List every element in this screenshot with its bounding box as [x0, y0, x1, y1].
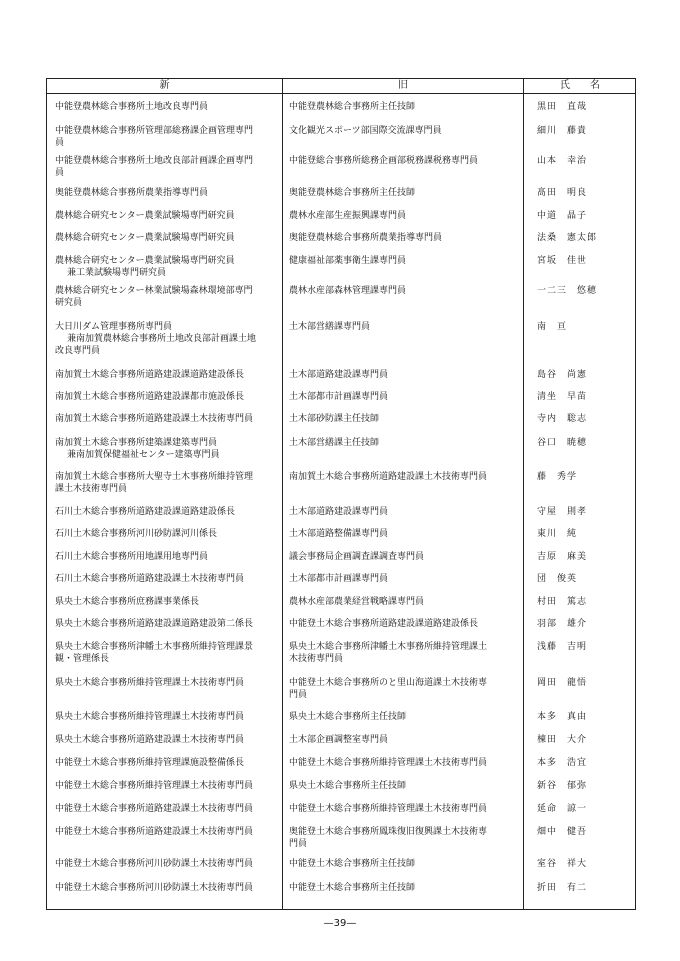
cell-line: 員	[55, 168, 65, 178]
cell-line: 石川土木総合事務所道路建設課道路建設係長	[55, 507, 236, 517]
cell-line: 兼南加賀農林総合事務所土地改良部計画課土地	[67, 334, 257, 344]
new-position	[55, 255, 279, 279]
new-position	[55, 551, 279, 563]
page-number: —39—	[323, 918, 357, 929]
cell-line: 農林水産部森林管理課専門員	[289, 286, 407, 296]
cell-line: 奥能登土木総合事務所鳳珠復旧復興課土木技術専	[289, 827, 488, 837]
cell-line: 中能登土木総合事務所のと里山海道課土木技術専	[289, 678, 488, 688]
cell-line: 中能登農林総合事務所主任技師	[289, 102, 416, 112]
new-position	[55, 437, 279, 461]
person-name: 藤 秀学	[537, 472, 578, 482]
old-position	[289, 711, 521, 723]
cell-line: 中能登土木総合事務所道路建設課土木技術専門員	[55, 827, 254, 837]
cell-line: 県央土木総合事務所道路建設課道路建設第二係長	[55, 619, 254, 629]
cell-line: 健康福祉部薬事衛生課専門員	[289, 256, 407, 266]
cell-line: 土木部都市計画課専門員	[289, 574, 389, 584]
person-name: 羽部 雄介	[537, 619, 588, 629]
cell-line: 奥能登農林総合事務所農業指導専門員	[289, 233, 443, 243]
new-position	[55, 803, 279, 815]
cell-line: 門員	[289, 690, 308, 700]
cell-line: 土木部砂防課主任技師	[289, 414, 380, 424]
cell-line: 議会事務局企画調査課調査専門員	[289, 552, 425, 562]
old-position	[289, 882, 521, 894]
new-position	[55, 369, 279, 381]
cell-line: 中能登農林総合事務所土地改良専門員	[55, 102, 209, 112]
new-position	[55, 285, 279, 309]
new-position	[55, 506, 279, 518]
old-position	[289, 155, 521, 167]
old-position	[289, 677, 521, 701]
cell-line: 中能登土木総合事務所道路建設課土木技術専門員	[55, 804, 254, 814]
person-name: 髙田 明良	[537, 188, 588, 198]
new-position	[55, 155, 279, 179]
cell-line: 県央土木総合事務所維持管理課土木技術専門員	[55, 678, 245, 688]
cell-line: 中能登土木総合事務所維持管理課土木技術専門員	[289, 804, 488, 814]
cell-line: 兼南加賀保健福祉センター建築専門員	[67, 450, 220, 460]
old-position	[289, 187, 521, 199]
new-position	[55, 780, 279, 792]
old-position	[289, 210, 521, 222]
old-position	[289, 391, 521, 403]
cell-line: 農林総合研究センター農業試験場専門研究員	[55, 233, 235, 243]
old-position	[289, 551, 521, 563]
person-name: 本多 浩宜	[537, 758, 588, 768]
person-name: 団 俊英	[537, 574, 578, 584]
cell-line: 中能登土木総合事務所河川砂防課土木技術専門員	[55, 883, 254, 893]
cell-line: 中能登土木総合事務所主任技師	[289, 859, 416, 869]
new-position	[55, 528, 279, 540]
old-position	[289, 734, 521, 746]
cell-line: 県央土木総合事務所主任技師	[289, 781, 407, 791]
cell-line: 南加賀土木総合事務所道路建設課土木技術専門員	[289, 472, 488, 482]
old-position	[289, 858, 521, 870]
old-position	[289, 321, 521, 333]
cell-line: 南加賀土木総合事務所道路建設課土木技術専門員	[55, 414, 254, 424]
cell-line: 中能登土木総合事務所主任技師	[289, 883, 416, 893]
old-position	[289, 641, 521, 665]
new-position	[55, 826, 279, 838]
person-name: 浅藤 吉明	[537, 642, 588, 652]
person-name: 岡田 龍悟	[537, 678, 588, 688]
person-name: 村田 篤志	[537, 597, 588, 607]
personnel-table	[46, 78, 636, 910]
new-position	[55, 210, 279, 222]
cell-line: 中能登土木総合事務所道路建設課道路建設係長	[289, 619, 479, 629]
old-position	[289, 573, 521, 585]
person-name: 一二三 悠穂	[537, 286, 598, 296]
person-name: 棟田 大介	[537, 735, 588, 745]
new-position	[55, 596, 279, 608]
person-name: 島谷 尚憲	[537, 370, 588, 380]
person-name: 本多 真由	[537, 712, 588, 722]
cell-line: 土木部道路建設課専門員	[289, 507, 389, 517]
person-name: 山本 幸治	[537, 156, 588, 166]
cell-line: 農林総合研究センター林業試験場森林環境部専門	[55, 286, 253, 296]
new-position	[55, 641, 279, 665]
cell-line: 南加賀土木総合事務所道路建設課都市施設係長	[55, 392, 245, 402]
new-position	[55, 391, 279, 403]
person-name: 守屋 則孝	[537, 507, 588, 517]
table-header	[47, 79, 635, 94]
old-position	[289, 437, 521, 449]
person-name: 折田 有二	[537, 883, 588, 893]
cell-line: 中能登土木総合事務所維持管理課土木技術専門員	[289, 758, 488, 768]
person-name: 寺内 聡志	[537, 414, 588, 424]
cell-line: 農林総合研究センター農業試験場専門研究員	[55, 256, 235, 266]
cell-line: 中能登農林総合事務所土地改良部計画課企画専門	[55, 156, 254, 166]
cell-line: 大日川ダム管理事務所専門員	[55, 322, 173, 332]
cell-line: 中能登農林総合事務所管理部総務課企画管理専門	[55, 126, 254, 136]
cell-line: 土木部企画調整室専門員	[289, 735, 389, 745]
cell-line: 文化観光スポーツ部国際交流課専門員	[289, 126, 442, 136]
old-position	[289, 757, 521, 769]
cell-line: 南加賀土木総合事務所道路建設課道路建設係長	[55, 370, 245, 380]
cell-line: 県央土木総合事務所道路建設課土木技術専門員	[55, 735, 245, 745]
cell-line: 兼工業試験場専門研究員	[67, 268, 167, 278]
header-new: 新	[159, 80, 170, 91]
old-position	[289, 618, 521, 630]
old-position	[289, 413, 521, 425]
cell-line: 南加賀土木総合事務所建築課建築専門員	[55, 438, 218, 448]
old-position	[289, 232, 521, 244]
cell-line: 中能登総合事務所総務企画部税務課税務専門員	[289, 156, 479, 166]
header-old: 旧	[398, 80, 408, 91]
new-position	[55, 677, 279, 689]
new-position	[55, 734, 279, 746]
cell-line: 石川土木総合事務所用地課用地専門員	[55, 552, 209, 562]
new-position	[55, 573, 279, 585]
cell-line: 研究員	[55, 298, 83, 308]
person-name: 黒田 直哉	[537, 102, 588, 112]
person-name: 延命 諒一	[537, 804, 588, 814]
new-position	[55, 757, 279, 769]
person-name: 谷口 暁穂	[537, 438, 588, 448]
new-position	[55, 711, 279, 723]
cell-line: 県央土木総合事務所主任技師	[289, 712, 407, 722]
cell-line: 石川土木総合事務所河川砂防課河川係長	[55, 529, 218, 539]
cell-line: 員	[55, 138, 65, 148]
old-position	[289, 528, 521, 540]
cell-line: 南加賀土木総合事務所大聖寺土木事務所維持管理	[55, 472, 254, 482]
cell-line: 木技術専門員	[289, 654, 344, 664]
cell-line: 土木部営繕課専門員	[289, 322, 371, 332]
person-name: 南 亘	[537, 322, 568, 332]
person-name: 吉原 麻美	[537, 552, 588, 562]
old-position	[289, 369, 521, 381]
table-body	[47, 93, 635, 909]
header-name: 氏 名	[560, 80, 600, 91]
old-position	[289, 803, 521, 815]
new-position	[55, 858, 279, 870]
new-position	[55, 125, 279, 149]
cell-line: 観・管理係長	[55, 654, 110, 664]
new-position	[55, 618, 279, 630]
old-position	[289, 780, 521, 792]
old-position	[289, 285, 521, 297]
cell-line: 中能登土木総合事務所維持管理課土木技術専門員	[55, 781, 254, 791]
cell-line: 奥能登農林総合事務所主任技師	[289, 188, 416, 198]
cell-line: 県央土木総合事務所津幡土木事務所維持管理課土	[289, 642, 488, 652]
cell-line: 農林水産部農業経営戦略課専門員	[289, 597, 425, 607]
old-position	[289, 596, 521, 608]
cell-line: 中能登土木総合事務所河川砂防課土木技術専門員	[55, 859, 254, 869]
person-name: 法桑 憲太郎	[537, 233, 598, 243]
cell-line: 農林水産部生産振興課専門員	[289, 211, 407, 221]
cell-line: 農林総合研究センター農業試験場専門研究員	[55, 211, 235, 221]
cell-line: 県央土木総合事務所庶務課事業係長	[55, 597, 200, 607]
person-name: 細川 藤貴	[537, 126, 588, 136]
person-name: 清坐 早苗	[537, 392, 588, 402]
cell-line: 県央土木総合事務所維持管理課土木技術専門員	[55, 712, 245, 722]
cell-line: 石川土木総合事務所道路建設課土木技術専門員	[55, 574, 245, 584]
cell-line: 門員	[289, 839, 308, 849]
cell-line: 土木部道路建設課専門員	[289, 370, 389, 380]
cell-line: 県央土木総合事務所津幡土木事務所維持管理課景	[55, 642, 254, 652]
person-name: 東川 純	[537, 529, 578, 539]
cell-line: 奥能登農林総合事務所農業指導専門員	[55, 188, 209, 198]
cell-line: 改良専門員	[55, 346, 101, 356]
old-position	[289, 255, 521, 267]
old-position	[289, 101, 521, 113]
person-name: 畑中 健吾	[537, 827, 588, 837]
cell-line: 中能登土木総合事務所維持管理課施設整備係長	[55, 758, 245, 768]
new-position	[55, 413, 279, 425]
person-name: 室谷 祥大	[537, 859, 588, 869]
person-name: 中道 晶子	[537, 211, 588, 221]
new-position	[55, 321, 279, 357]
old-position	[289, 826, 521, 850]
new-position	[55, 187, 279, 199]
new-position	[55, 882, 279, 894]
cell-line: 課土木技術専門員	[55, 484, 128, 494]
cell-line: 土木部営繕課主任技師	[289, 438, 380, 448]
old-position	[289, 125, 521, 137]
old-position	[289, 471, 521, 483]
cell-line: 土木部道路整備課専門員	[289, 529, 389, 539]
old-position	[289, 506, 521, 518]
new-position	[55, 232, 279, 244]
person-name: 新谷 郁弥	[537, 781, 588, 791]
new-position	[55, 471, 279, 495]
new-position	[55, 101, 279, 113]
person-name: 宮坂 佳世	[537, 256, 588, 266]
cell-line: 土木部都市計画課専門員	[289, 392, 389, 402]
